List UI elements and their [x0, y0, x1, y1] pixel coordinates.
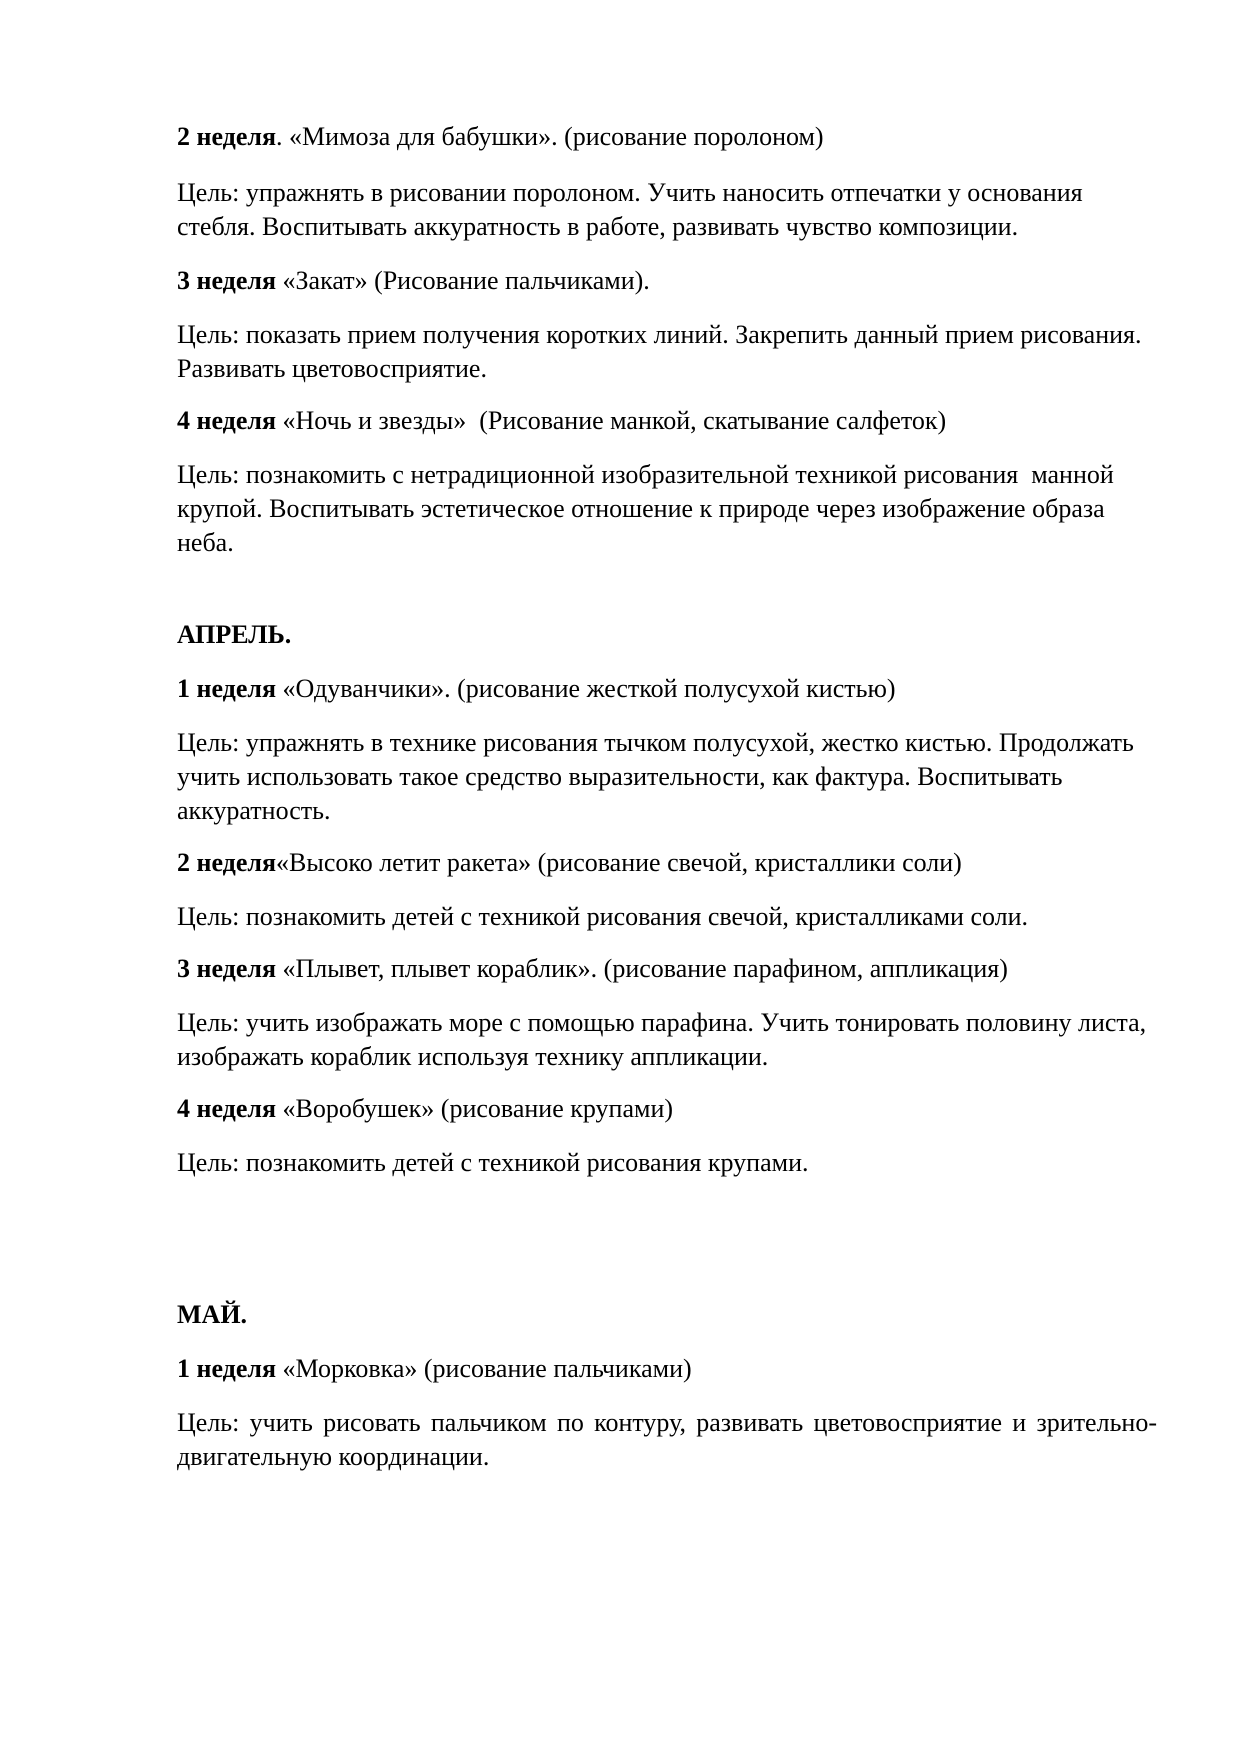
- week-title: «Высоко летит ракета» (рисование свечой, кристаллики соли): [276, 848, 962, 877]
- week-goal: Цель: показать прием получения коротких линий. Закрепить данный прием рисования. Развивать цветовосприятие.: [177, 320, 1142, 383]
- week-title: «Закат» (Рисование пальчиками).: [276, 266, 650, 295]
- section-gap: [177, 1180, 1157, 1298]
- week-heading: [177, 1092, 1157, 1126]
- week-goal: Цель: учить рисовать пальчиком по контуру, развивать цветовосприятие и зрительно-двигательную координации.: [177, 1408, 1157, 1471]
- week-title: «Ночь и звезды» (Рисование манкой, скатывание салфеток): [276, 406, 947, 435]
- week-title: «Воробушек» (рисование крупами): [276, 1094, 674, 1123]
- month-heading-april: АПРЕЛЬ.: [177, 620, 292, 649]
- week-goal: Цель: познакомить с нетрадиционной изобразительной техникой рисования манной крупой. Воспитывать эстетическое отношение к природе через изображение образа неба.: [177, 460, 1121, 557]
- week-goal: Цель: познакомить детей с техникой рисования крупами.: [177, 1148, 809, 1177]
- week-label: 3 неделя: [177, 266, 277, 295]
- month-heading-may: МАЙ.: [177, 1300, 248, 1329]
- week-goal: Цель: упражнять в рисовании поролоном. Учить наносить отпечатки у основания стебля. Воспитывать аккуратность в работе, развивать чувство композиции.: [177, 178, 1083, 241]
- week-goal: Цель: познакомить детей с техникой рисования свечой, кристалликами соли.: [177, 902, 1029, 931]
- week-label: 2 неделя: [177, 122, 277, 151]
- week-heading: [177, 672, 1157, 706]
- page-content: [177, 120, 1157, 1474]
- week-heading: [177, 120, 1157, 154]
- week-label: 1 неделя: [177, 1354, 277, 1383]
- section-gap: [177, 560, 1157, 618]
- week-label: 4 неделя: [177, 1094, 277, 1123]
- week-label: 3 неделя: [177, 954, 277, 983]
- week-title: «Морковка» (рисование пальчиками): [276, 1354, 692, 1383]
- week-label: 1 неделя: [177, 674, 277, 703]
- week-heading: [177, 952, 1157, 986]
- week-goal: Цель: упражнять в технике рисования тычком полусухой, жестко кистью. Продолжать учить использовать такое средство выразительности, как фактура. Воспитывать аккуратность.: [177, 728, 1134, 825]
- week-heading: [177, 846, 1157, 880]
- week-label: 2 неделя: [177, 848, 277, 877]
- week-title: «Плывет, плывет кораблик». (рисование парафином, аппликация): [276, 954, 1008, 983]
- week-label: 4 неделя: [177, 406, 277, 435]
- week-heading: [177, 1352, 1157, 1386]
- week-title: «Одуванчики». (рисование жесткой полусухой кистью): [276, 674, 896, 703]
- week-goal: Цель: учить изображать море с помощью парафина. Учить тонировать половину листа, изображать кораблик используя технику аппликации.: [177, 1008, 1147, 1071]
- week-heading: [177, 404, 1157, 438]
- week-title: . «Мимоза для бабушки». (рисование поролоном): [276, 122, 824, 151]
- week-heading: [177, 264, 1157, 298]
